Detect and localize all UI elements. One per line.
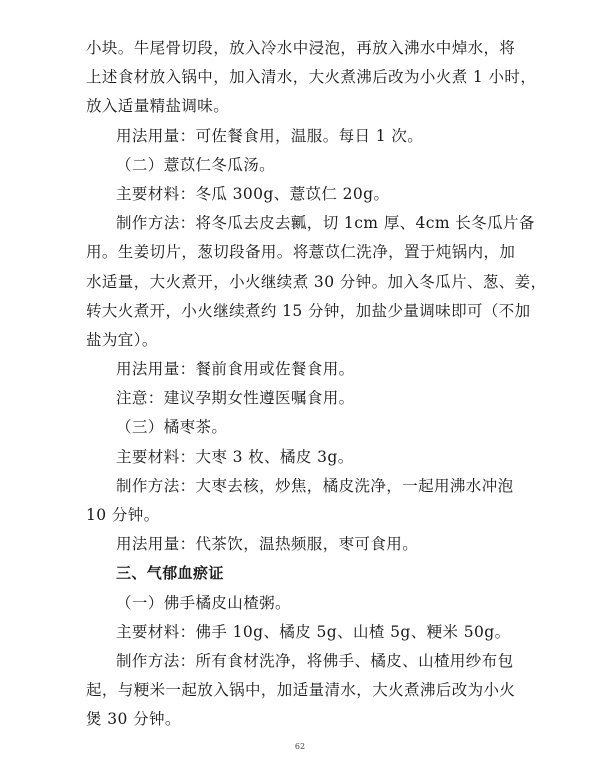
usage-line: 用法用量：餐前食用或佐餐食用。 xyxy=(116,360,355,379)
method-line: 制作方法：将冬瓜去皮去瓤，切 1cm 厚、4cm 长冬瓜片备 xyxy=(116,214,535,233)
page-number: 62 xyxy=(294,742,306,751)
text-line: 转大火煮开，小火继续煮约 15 分钟，加盐少量调味即可（不加 xyxy=(86,301,531,320)
text-line: 煲 30 分钟。 xyxy=(86,710,181,729)
method-line: 制作方法：大枣去核，炒焦，橘皮洗净，一起用沸水冲泡 xyxy=(116,476,514,495)
text-line: 上述食材放入锅中，加入清水，大火煮沸后改为小火煮 1 小时， xyxy=(86,68,537,87)
ingredients-line: 主要材料：佛手 10g、橘皮 5g、山楂 5g、粳米 50g。 xyxy=(116,622,511,641)
text-line: 盐为宜）。 xyxy=(86,330,158,349)
ingredients-line: 主要材料：冬瓜 300g、薏苡仁 20g。 xyxy=(116,184,390,203)
section-heading: 三、气郁血瘀证 xyxy=(116,564,224,583)
recipe-heading: （二）薏苡仁冬瓜汤。 xyxy=(116,155,276,174)
text-line: 10 分钟。 xyxy=(86,506,160,524)
usage-line: 用法用量：代茶饮，温热频服，枣可食用。 xyxy=(116,535,419,554)
page-body xyxy=(86,34,556,735)
text-line: 起，与粳米一起放入锅中，加适量清水，大火煮沸后改为小火 xyxy=(86,681,516,700)
usage-line: 用法用量：可佐餐食用，温服。每日 1 次。 xyxy=(116,126,424,145)
note-line: 注意：建议孕期女性遵医嘱食用。 xyxy=(116,389,355,408)
text-line: 放入适量精盐调味。 xyxy=(86,97,230,116)
text-line: 小块。牛尾骨切段，放入冷水中浸泡，再放入沸水中焯水，将 xyxy=(86,39,516,57)
ingredients-line: 主要材料：大枣 3 枚、橘皮 3g。 xyxy=(116,447,354,466)
recipe-heading: （三）橘枣茶。 xyxy=(116,418,228,437)
text-line: 用。生姜切片，葱切段备用。将薏苡仁洗净，置于炖锅内，加 xyxy=(86,243,516,262)
text-line: 水适量，大火煮开，小火继续煮 30 分钟。加入冬瓜片、葱、姜， xyxy=(86,272,547,291)
method-line: 制作方法：所有食材洗净，将佛手、橘皮、山楂用纱布包 xyxy=(116,651,514,670)
recipe-heading: （一）佛手橘皮山楂粥。 xyxy=(116,593,291,612)
